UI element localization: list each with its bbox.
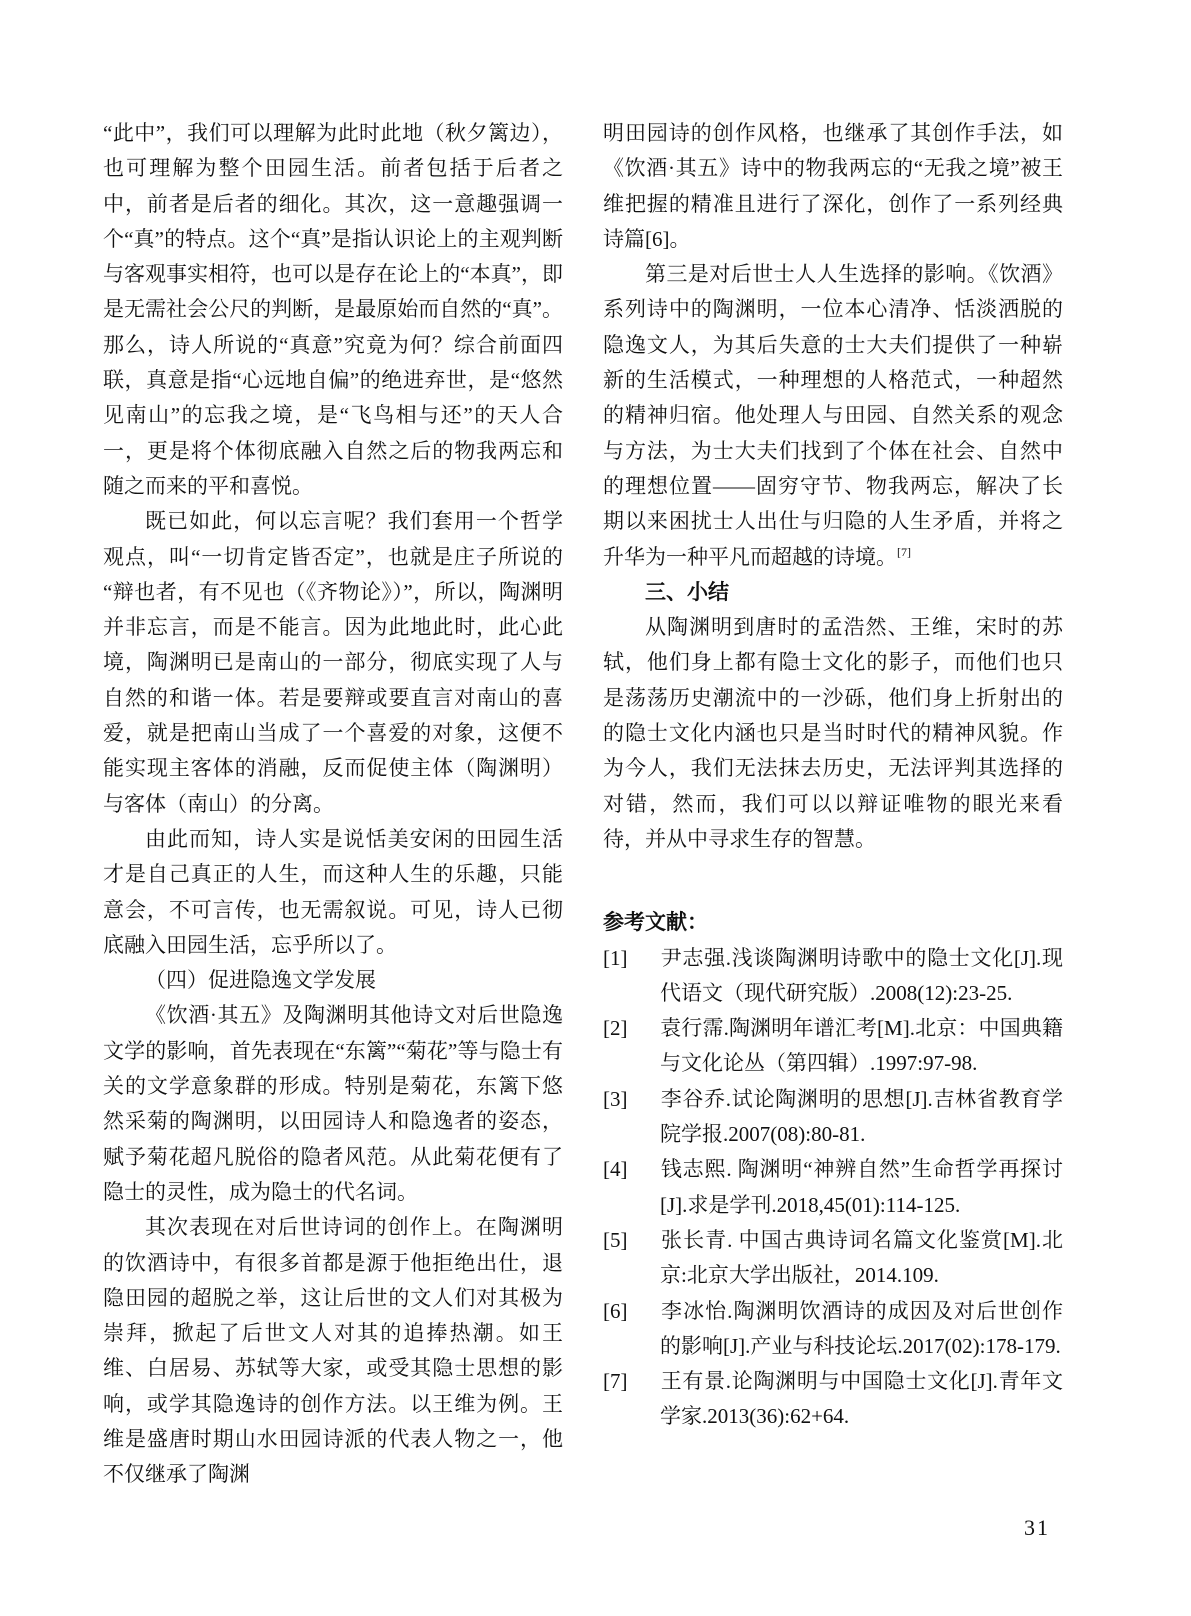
paragraph-continuation: “此中”，我们可以理解为此时此地（秋夕篱边），也可理解为整个田园生活。前者包括于后者之中，前者是后者的细化。其次，这一意趣强调一个“真”的特点。这个“真”是指认识论上的主观判断与客观事实相符，也可以是存在论上的“本真”，即是无需社会公尺的判断，是最原始而自然的“真”。那么，诗人所说的“真意”究竟为何？综合前面四联，真意是指“心远地自偏”的绝进弃世，是“悠然见南山”的忘我之境，是“飞鸟相与还”的天人合一，更是将个体彻底融入自然之后的物我两忘和随之而来的平和喜悦。 [103,121,563,498]
reference-item: [7] 王有景.论陶渊明与中国隐士文化[J].青年文学家.2013(36):62+64. [603,1364,1063,1435]
left-column [103,116,563,1493]
reference-item: [6] 李冰怡.陶渊明饮酒诗的成因及对后世创作的影响[J].产业与科技论坛.2017(02):178-179. [603,1294,1063,1365]
paragraph: 由此而知，诗人实是说恬美安闲的田园生活才是自己真正的人生，而这种人生的乐趣，只能意会，不可言传，也无需叙说。可见，诗人已彻底融入田园生活，忘乎所以了。 [103,826,563,957]
paragraph: 其次表现在对后世诗词的创作上。在陶渊明的饮酒诗中，有很多首都是源于他拒绝出仕，退隐田园的超脱之举，这让后世的文人们对其极为崇拜，掀起了后世文人对其的追捧热潮。如王维、白居易、苏轼等大家，或受其隐士思想的影响，或学其隐逸诗的创作方法。以王维为例。王维是盛唐时期山水田园诗派的代表人物之一，他不仅继承了陶渊 [103,1215,563,1487]
reference-marker: [2] [603,1016,628,1041]
paragraph: 《饮酒·其五》及陶渊明其他诗文对后世隐逸文学的影响，首先表现在“东篱”“菊花”等与隐士有关的文学意象群的形成。特别是菊花，东篱下悠然采菊的陶渊明，以田园诗人和隐逸者的姿态，赋予菊花超凡脱俗的隐者风范。从此菊花便有了隐士的灵性，成为隐士的代名词。 [103,1003,563,1204]
reference-item: [2] 袁行霈.陶渊明年谱汇考[M].北京：中国典籍与文化论丛（第四辑）.1997:97-98. [603,1011,1063,1082]
paragraph: 第三是对后世士人人生选择的影响。《饮酒》系列诗中的陶渊明，一位本心清净、恬淡洒脱的隐逸文人，为其后失意的士大夫们提供了一种崭新的生活模式，一种理想的人格范式，一种超然的精神归宿。他处理人与田园、自然关系的观念与方法，为士大夫们找到了个体在社会、自然中的理想位置——固穷守节、物我两忘，解决了长期以来困扰士人出仕与归隐的人生矛盾，并将之升华为一种平凡而超越的诗境。[7] [603,262,1063,569]
reference-item: [1] 尹志强.浅谈陶渊明诗歌中的隐士文化[J].现代语文（现代研究版）.2008(12):23-25. [603,941,1063,1012]
paragraph-continuation: 明田园诗的创作风格，也继承了其创作手法，如《饮酒·其五》诗中的物我两忘的“无我之境”被王维把握的精准且进行了深化，创作了一系列经典诗篇[6]。 [603,121,1063,251]
paragraph: 从陶渊明到唐时的孟浩然、王维，宋时的苏轼，他们身上都有隐士文化的影子，而他们也只是荡荡历史潮流中的一沙砾，他们身上折射出的的隐士文化内涵也只是当时时代的精神风貌。作为今人，我们无法抹去历史，无法评判其选择的对错，然而，我们可以以辩证唯物的眼光来看待，并从中寻求生存的智慧。 [603,615,1063,851]
two-column-layout [103,116,1063,1493]
page-number: 31 [1024,1515,1050,1540]
section-heading: 三、小结 [645,580,729,604]
reference-marker: [3] [603,1086,628,1111]
reference-item: [4] 钱志熙. 陶渊明“神辨自然”生命哲学再探讨[J].求是学刊.2018,45(01):114-125. [603,1152,1063,1223]
footnote-reference: [7] [897,544,911,559]
reference-item: [5] 张长青. 中国古典诗词名篇文化鉴赏[M].北京:北京大学出版社，2014.109. [603,1223,1063,1294]
right-column [603,116,1063,1493]
reference-marker: [5] [603,1227,628,1252]
paragraph: 既已如此，何以忘言呢？我们套用一个哲学观点，叫“一切肯定皆否定”，也就是庄子所说的“辩也者，有不见也（《齐物论》）”，所以，陶渊明并非忘言，而是不能言。因为此地此时，此心此境，陶渊明已是南山的一部分，彻底实现了人与自然的和谐一体。若是要辩或要直言对南山的喜爱，就是把南山当成了一个喜爱的对象，这便不能实现主客体的消融，反而促使主体（陶渊明）与客体（南山）的分离。 [103,509,563,816]
paragraph: （四）促进隐逸文学发展 [145,968,376,993]
reference-marker: [6] [603,1298,628,1323]
reference-marker: [4] [603,1157,628,1182]
references-heading: 参考文献： [603,911,708,935]
reference-item: [3] 李谷乔.试论陶渊明的思想[J].吉林省教育学院学报.2007(08):80-81. [603,1082,1063,1153]
reference-marker: [7] [603,1369,628,1394]
reference-marker: [1] [603,945,628,970]
